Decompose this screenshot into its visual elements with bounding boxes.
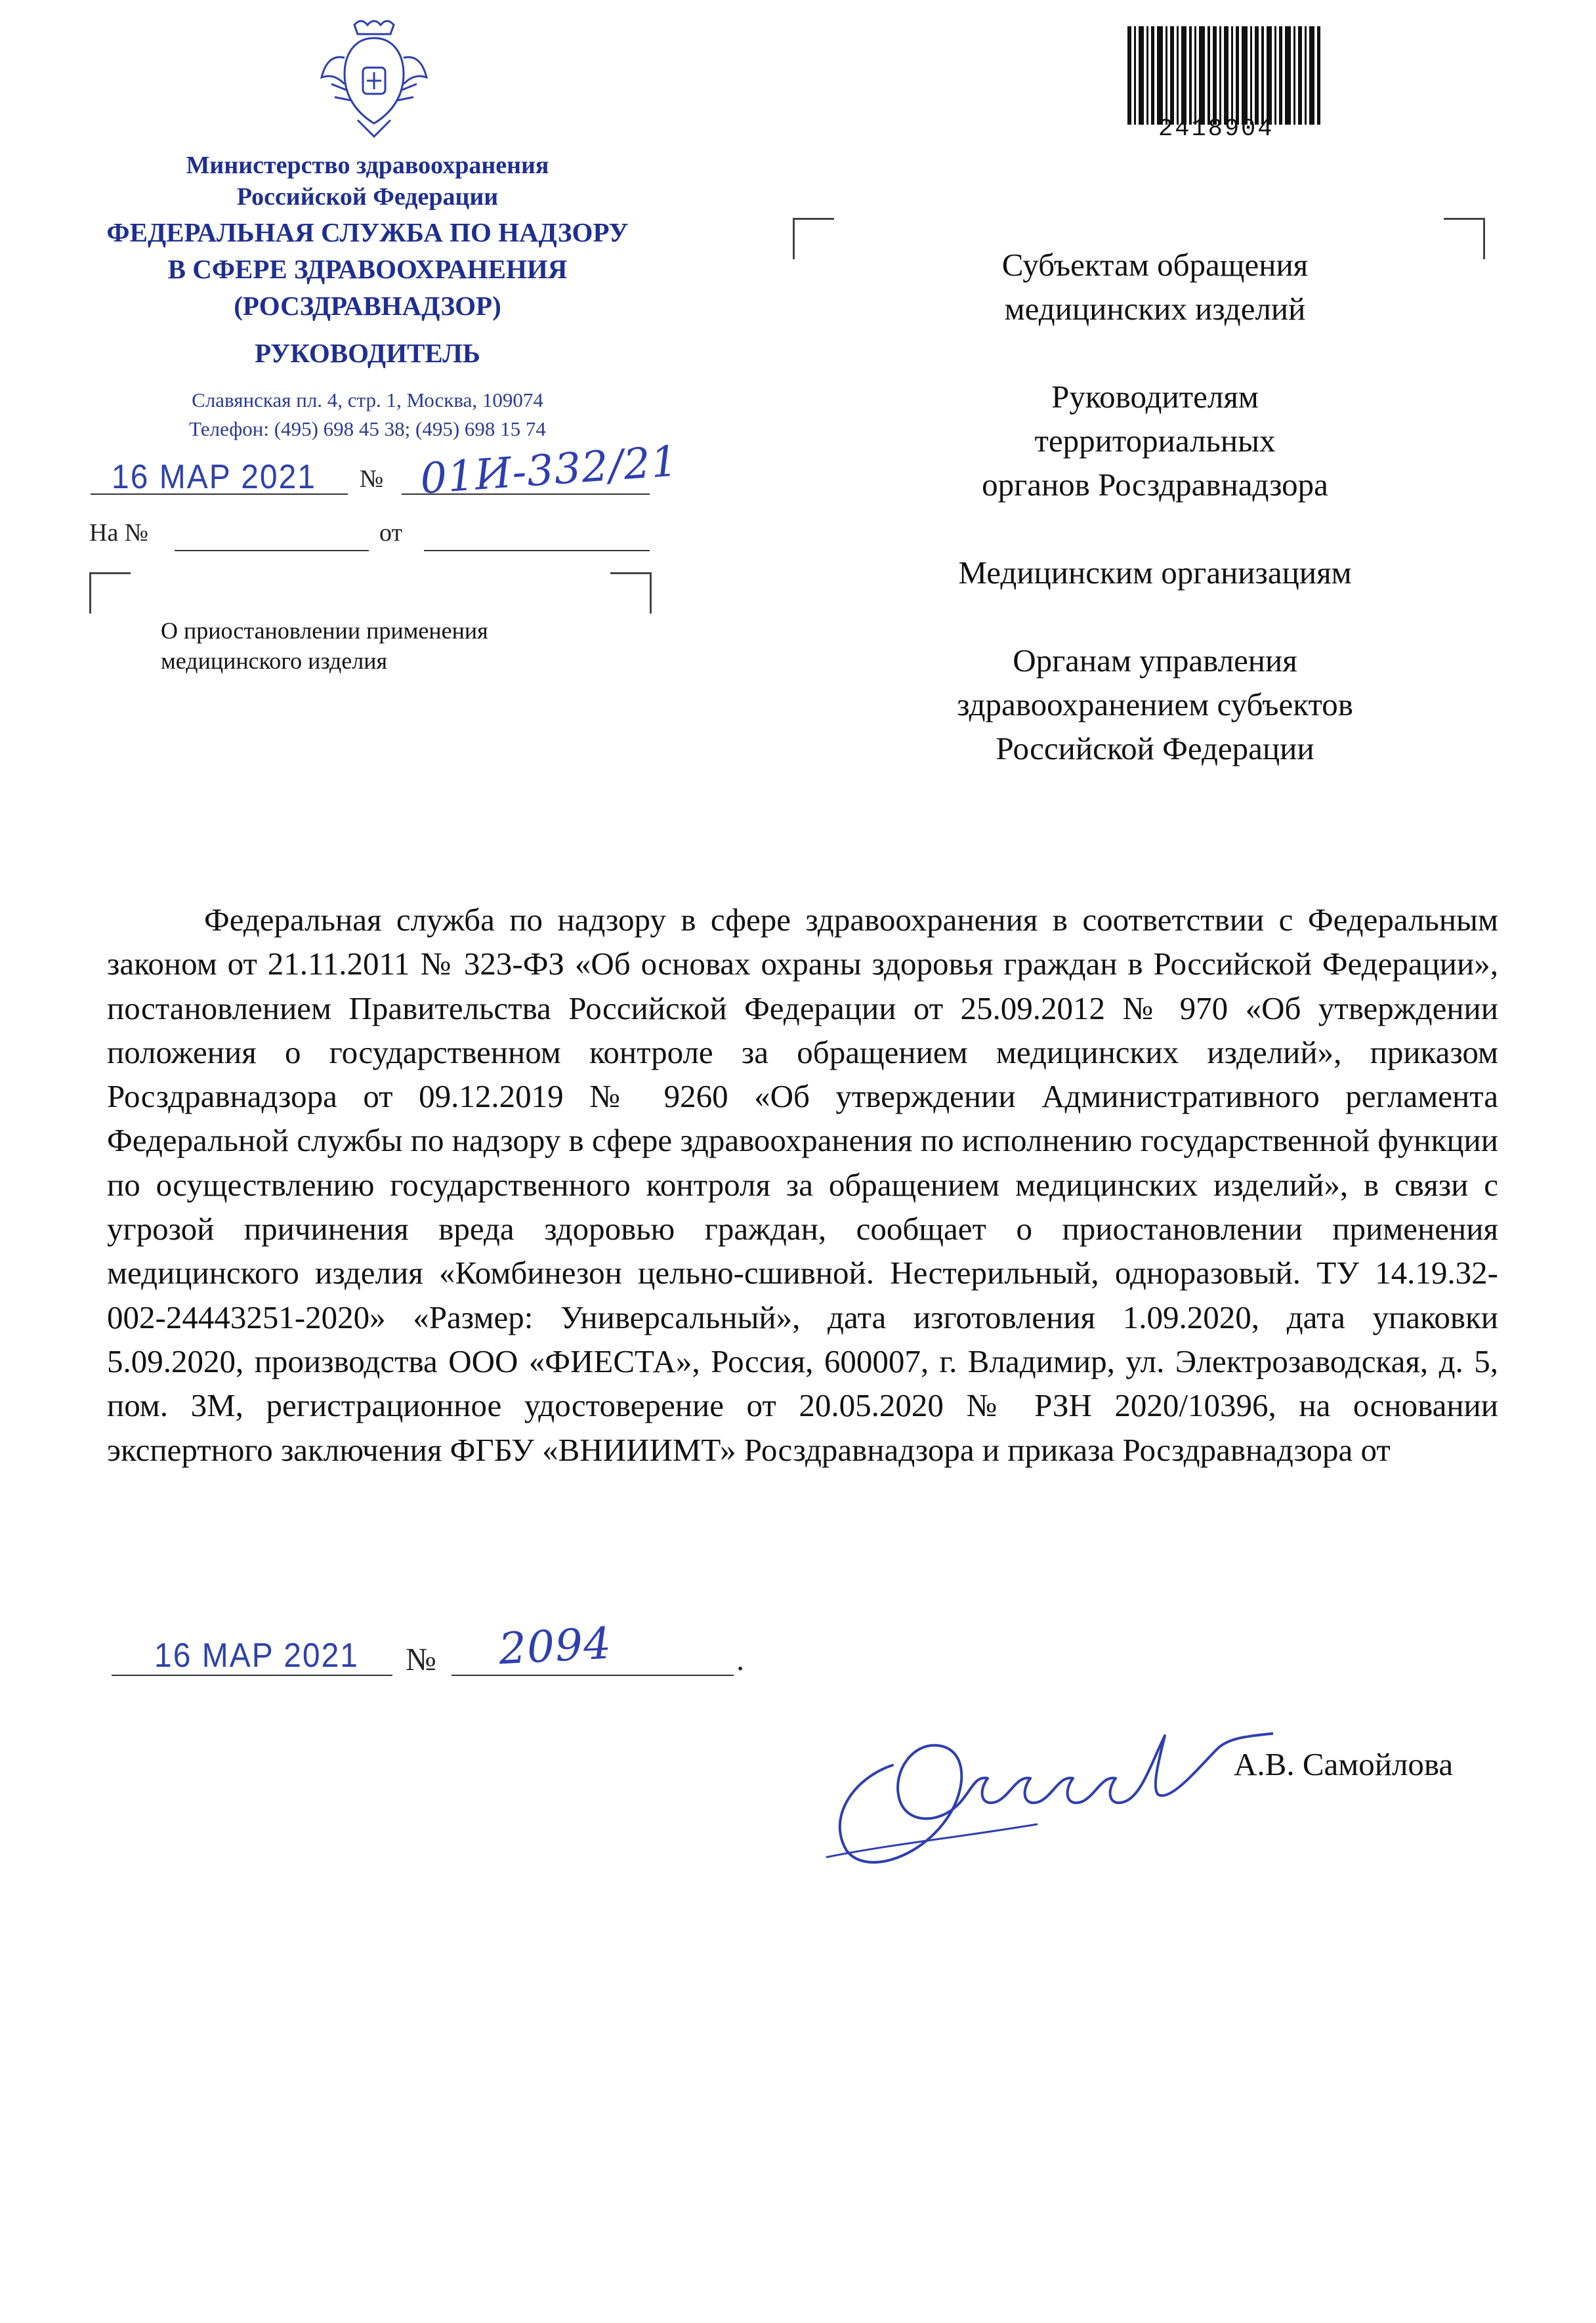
subject-corner-left [89,572,131,614]
service-name: ФЕДЕРАЛЬНАЯ СЛУЖБА ПО НАДЗОРУ В СФЕРЕ ЗДРАВООХРАНЕНИЯ (РОСЗДРАВНАДЗОР) [106,217,629,321]
letter-subject: О приостановлении применения медицинского изделия [161,617,488,674]
coat-of-arms-icon [318,12,430,143]
addressee-item: Руководителям территориальных органов Росздравнадзора [982,379,1328,503]
addressee-item: Медицинским организациям [958,555,1352,591]
outgoing-date-stamp: 16 MAP 2021 [112,458,316,497]
addressee-list [866,243,1444,814]
order-number-handwritten: 2094 [497,1618,613,1675]
reply-date-underline [424,550,650,551]
order-end-punct: . [736,1641,745,1677]
outgoing-number-label: № [360,465,384,493]
addressee-item: Субъектам обращения медицинских изделий [1001,247,1309,327]
barcode-icon [1127,26,1324,128]
outgoing-number-handwritten: 01И-332/21 [418,437,681,504]
subject-corner-right [610,572,652,614]
order-date-stamp: 16 MAP 2021 [154,1637,359,1675]
order-number-label: № [406,1641,436,1677]
order-number-underline [452,1675,734,1676]
ministry-name: Министерство здравоохранения Российской Федерации [186,152,549,211]
reply-number-underline [175,550,369,551]
reply-date-label: от [379,519,403,547]
addressee-corner-left [793,218,834,259]
barcode-number: 2418904 [1158,115,1274,143]
signature-image [814,1660,1273,1877]
letter-body: Федеральная служба по надзору в сфере здравоохранения в соответствии с Федеральным законом от 21.11.2011 № 323-ФЗ «Об основах охраны здоровья граждан в Российской Федерации», постановлением Правительства Российской Федерации от 25.09.2012 № 970 «Об утверждении положения о государственном контроле за обращением медицинских изделий», приказом Росздравнадзора от 09.12.2019 № 9260 «Об утверждении Административного регламента Федеральной службы по надзору в сфере здравоохранения по исполнению государственной функции по осуществлению государственного контроля за обращением медицинских изделий», в связи с угрозой причинения вреда здоровью граждан, сообщает о приостановлении применения медицинского изделия «Комбинезон цельно-сшивной. Нестерильный, одноразовый. ТУ 14.19.32-002-24443251-2020» «Размер: Универсальный», дата изготовления 1.09.2020, дата упаковки 5.09.2020, производства ООО «ФИЕСТА», Россия, 600007, г. Владимир, ул. Электрозаводская, д. 5, пом. 3М, регистрационное удостоверение от 20.05.2020 № РЗН 2020/10396, на основании экспертного заключения ФГБУ «ВНИИИМТ» Росздравнадзора и приказа Росздравнадзора от [107,902,1498,1468]
sender-role: РУКОВОДИТЕЛЬ [255,338,480,368]
reply-number-label: На № [89,519,149,547]
sender-address: Славянская пл. 4, стр. 1, Москва, 109074 Телефон: (495) 698 45 38; (495) 698 15 74 [189,388,546,440]
addressee-item: Органам управления здравоохранением субъектов Российской Федерации [957,642,1353,766]
signer-name: А.В. Самойлова [1234,1746,1454,1782]
addressee-corner-right [1444,218,1485,259]
